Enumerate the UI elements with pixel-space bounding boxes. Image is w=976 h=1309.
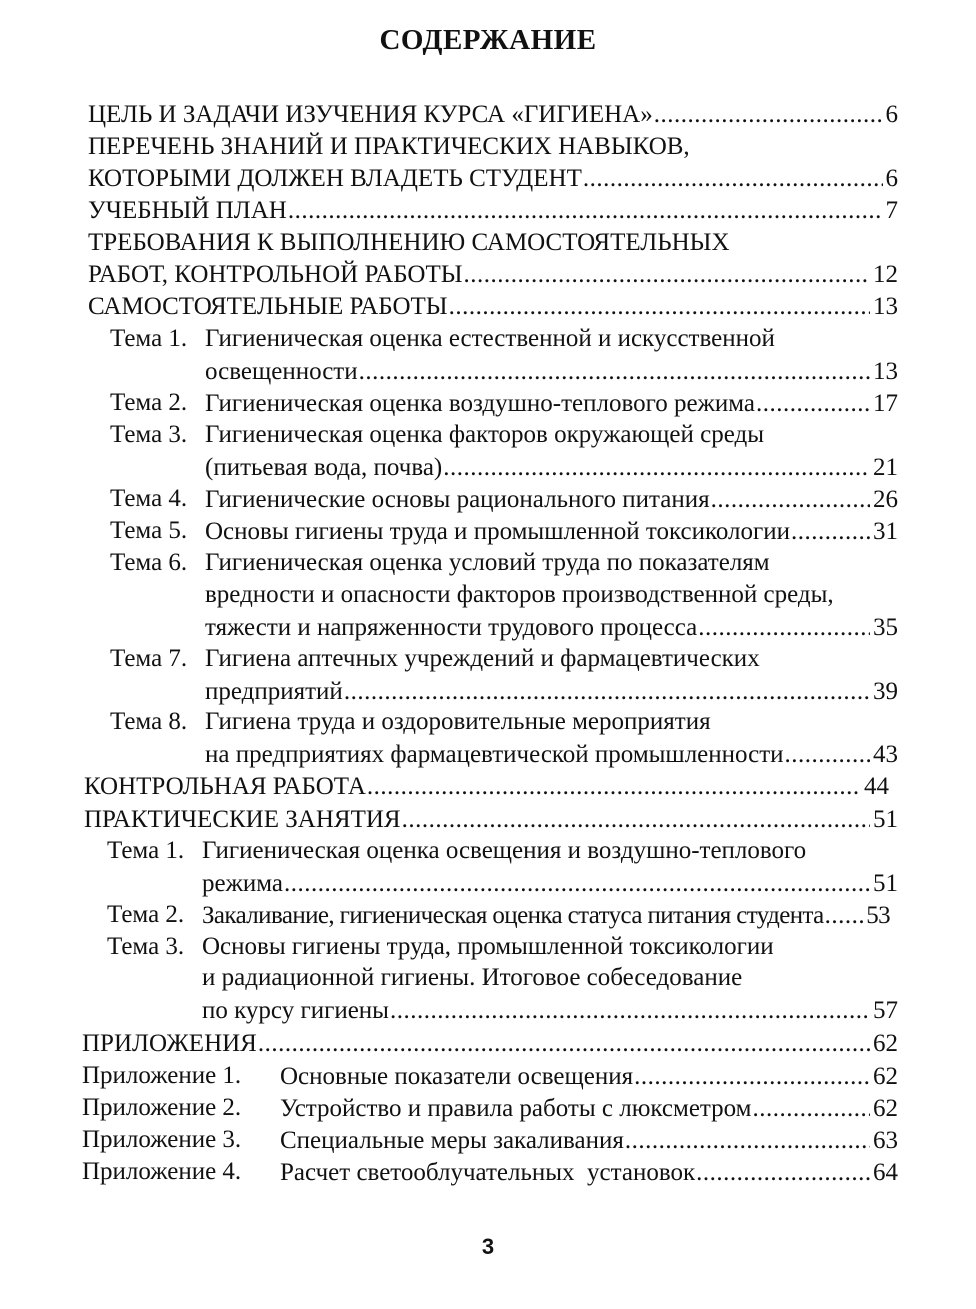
page-title: СОДЕРЖАНИЕ bbox=[379, 24, 597, 56]
toc-entry-control[interactable] bbox=[84, 770, 889, 802]
topic-title-line1: Гигиена аптечных учреждений и фармацевтических bbox=[205, 645, 760, 672]
dot-leader bbox=[390, 996, 870, 1026]
topic-title-line1: Гигиена труда и оздоровительные мероприятия bbox=[205, 708, 711, 735]
entry-page: 6 bbox=[885, 165, 898, 192]
dot-leader bbox=[367, 772, 861, 802]
entry-text: Специальные меры закаливания bbox=[280, 1127, 624, 1154]
topic-title-line1: Гигиеническая оценка освещения и воздушно-теплового bbox=[202, 837, 807, 864]
topic-label: Тема 4. bbox=[110, 485, 188, 512]
dot-leader bbox=[359, 357, 870, 387]
entry-page: 43 bbox=[873, 741, 898, 768]
dot-leader bbox=[825, 901, 864, 931]
entry-text: освещенности bbox=[205, 358, 358, 385]
entry-text: ЦЕЛЬ И ЗАДАЧИ ИЗУЧЕНИЯ КУРСА «ГИГИЕНА» bbox=[88, 101, 653, 128]
toc-entry-self-topic-7[interactable] bbox=[205, 675, 898, 707]
toc-entry-self-work[interactable] bbox=[88, 290, 898, 322]
entry-text: Гигиенические основы рационального питания bbox=[205, 486, 710, 513]
topic-title-line1: Гигиеническая оценка условий труда по показателям bbox=[205, 549, 770, 576]
entry-text: САМОСТОЯТЕЛЬНЫЕ РАБОТЫ bbox=[88, 293, 448, 320]
dot-leader bbox=[711, 485, 870, 515]
toc-entry-skills[interactable] bbox=[88, 162, 898, 194]
entry-page: 35 bbox=[873, 614, 898, 641]
dot-leader bbox=[449, 292, 870, 322]
entry-text: Устройство и правила работы с люксметром bbox=[280, 1095, 752, 1122]
appendix-label: Приложение 1. bbox=[82, 1062, 242, 1089]
dot-leader bbox=[443, 453, 870, 483]
toc-entry-self-topic-3[interactable] bbox=[205, 451, 898, 483]
entry-text: КОТОРЫМИ ДОЛЖЕН ВЛАДЕТЬ СТУДЕНТ bbox=[88, 165, 582, 192]
appendix-label: Приложение 3. bbox=[82, 1126, 242, 1153]
toc-entry-appendix-3[interactable] bbox=[280, 1124, 898, 1156]
toc-entry-self-topic-4[interactable] bbox=[205, 483, 898, 515]
toc-entry-self-topic-2[interactable] bbox=[205, 387, 898, 419]
entry-page: 6 bbox=[885, 101, 898, 128]
toc-entry-practice-topic-1[interactable] bbox=[202, 867, 898, 899]
appendix-label: Приложение 2. bbox=[82, 1094, 242, 1121]
dot-leader bbox=[752, 1094, 870, 1124]
entry-page: 51 bbox=[873, 870, 898, 897]
entry-text: Основы гигиены труда и промышленной токсикологии bbox=[205, 518, 791, 545]
page-number: 3 bbox=[481, 1234, 495, 1259]
toc-entry-appendix-2[interactable] bbox=[280, 1092, 898, 1124]
toc-entry-practice-topic-3[interactable] bbox=[202, 994, 898, 1026]
toc-entry-requirements[interactable] bbox=[88, 258, 898, 290]
entry-text: Расчет светооблучательных установок bbox=[280, 1159, 696, 1186]
toc-entry-appendices[interactable] bbox=[82, 1027, 898, 1059]
entry-page: 39 bbox=[873, 678, 898, 705]
dot-leader bbox=[258, 1029, 870, 1059]
entry-text: Закаливание, гигиеническая оценка статуса питания студента bbox=[202, 902, 824, 929]
dot-leader bbox=[634, 1062, 870, 1092]
topic-label: Тема 3. bbox=[107, 933, 185, 960]
entry-page: 62 bbox=[873, 1030, 898, 1057]
entry-page: 53 bbox=[866, 902, 890, 929]
entry-text: тяжести и напряженности трудового процесса bbox=[205, 614, 698, 641]
entry-text: Основные показатели освещения bbox=[280, 1063, 634, 1090]
dot-leader bbox=[696, 1158, 870, 1188]
entry-page: 44 bbox=[864, 773, 889, 800]
entry-text: КОНТРОЛЬНАЯ РАБОТА bbox=[84, 773, 366, 800]
topic-label: Тема 7. bbox=[110, 645, 188, 672]
entry-text: РАБОТ, КОНТРОЛЬНОЙ РАБОТЫ bbox=[88, 261, 463, 288]
entry-page: 17 bbox=[873, 390, 898, 417]
entry-text: предприятий bbox=[205, 678, 343, 705]
entry-page: 13 bbox=[873, 358, 898, 385]
entry-text: на предприятиях фармацевтической промышленности bbox=[205, 741, 784, 768]
topic-title-line2: вредности и опасности факторов производственной среды, bbox=[205, 581, 834, 608]
topic-label: Тема 2. bbox=[110, 389, 188, 416]
entry-page: 21 bbox=[873, 454, 898, 481]
topic-title-line2: и радиационной гигиены. Итоговое собеседование bbox=[202, 964, 743, 991]
entry-page: 62 bbox=[873, 1095, 898, 1122]
entry-page: 57 bbox=[873, 997, 898, 1024]
entry-page: 12 bbox=[873, 261, 898, 288]
dot-leader bbox=[785, 740, 870, 770]
topic-label: Тема 8. bbox=[110, 708, 188, 735]
dot-leader bbox=[464, 260, 870, 290]
topic-label: Тема 5. bbox=[110, 517, 188, 544]
topic-label: Тема 1. bbox=[110, 325, 188, 352]
toc-entry-self-topic-6[interactable] bbox=[205, 611, 898, 643]
toc-entry-self-topic-8[interactable] bbox=[205, 738, 898, 770]
dot-leader bbox=[698, 613, 870, 643]
entry-page: 64 bbox=[873, 1159, 898, 1186]
entry-text: по курсу гигиены bbox=[202, 997, 389, 1024]
entry-text: ПРАКТИЧЕСКИЕ ЗАНЯТИЯ bbox=[84, 806, 401, 833]
toc-entry-skills-line1: ПЕРЕЧЕНЬ ЗНАНИЙ И ПРАКТИЧЕСКИХ НАВЫКОВ, bbox=[88, 133, 690, 160]
dot-leader bbox=[625, 1126, 870, 1156]
dot-leader bbox=[344, 677, 870, 707]
topic-label: Тема 3. bbox=[110, 421, 188, 448]
topic-title-line1: Гигиеническая оценка факторов окружающей среды bbox=[205, 421, 764, 448]
topic-label: Тема 6. bbox=[110, 549, 188, 576]
entry-page: 62 bbox=[873, 1063, 898, 1090]
dot-leader bbox=[791, 517, 870, 547]
toc-entry-practice-topic-2[interactable] bbox=[202, 899, 890, 931]
dot-leader bbox=[284, 869, 870, 899]
toc-entry-practice[interactable] bbox=[84, 803, 898, 835]
entry-page: 26 bbox=[873, 486, 898, 513]
appendix-label: Приложение 4. bbox=[82, 1158, 242, 1185]
topic-title-line1: Основы гигиены труда, промышленной токсикологии bbox=[202, 933, 774, 960]
entry-page: 31 bbox=[873, 518, 898, 545]
dot-leader bbox=[756, 389, 870, 419]
toc-entry-self-topic-1[interactable] bbox=[205, 355, 898, 387]
toc-entry-plan[interactable] bbox=[88, 194, 898, 226]
dot-leader bbox=[402, 805, 870, 835]
entry-page: 7 bbox=[885, 197, 898, 224]
toc-entry-self-topic-5[interactable] bbox=[205, 515, 898, 547]
topic-label: Тема 2. bbox=[107, 901, 185, 928]
toc-entry-appendix-1[interactable] bbox=[280, 1060, 898, 1092]
entry-text: Гигиеническая оценка воздушно-теплового режима bbox=[205, 390, 755, 417]
entry-page: 51 bbox=[873, 806, 898, 833]
dot-leader bbox=[654, 100, 883, 130]
toc-entry-requirements-line1: ТРЕБОВАНИЯ К ВЫПОЛНЕНИЮ САМОСТОЯТЕЛЬНЫХ bbox=[88, 229, 730, 256]
entry-text: (питьевая вода, почва) bbox=[205, 454, 443, 481]
dot-leader bbox=[583, 164, 883, 194]
toc-entry-goal[interactable] bbox=[88, 98, 898, 130]
dot-leader bbox=[288, 196, 883, 226]
entry-text: режима bbox=[202, 870, 283, 897]
topic-label: Тема 1. bbox=[107, 837, 185, 864]
entry-page: 63 bbox=[873, 1127, 898, 1154]
toc-entry-appendix-4[interactable] bbox=[280, 1156, 898, 1188]
entry-page: 13 bbox=[873, 293, 898, 320]
entry-text: УЧЕБНЫЙ ПЛАН bbox=[88, 197, 287, 224]
entry-text: ПРИЛОЖЕНИЯ bbox=[82, 1030, 257, 1057]
topic-title-line1: Гигиеническая оценка естественной и искусственной bbox=[205, 325, 775, 352]
